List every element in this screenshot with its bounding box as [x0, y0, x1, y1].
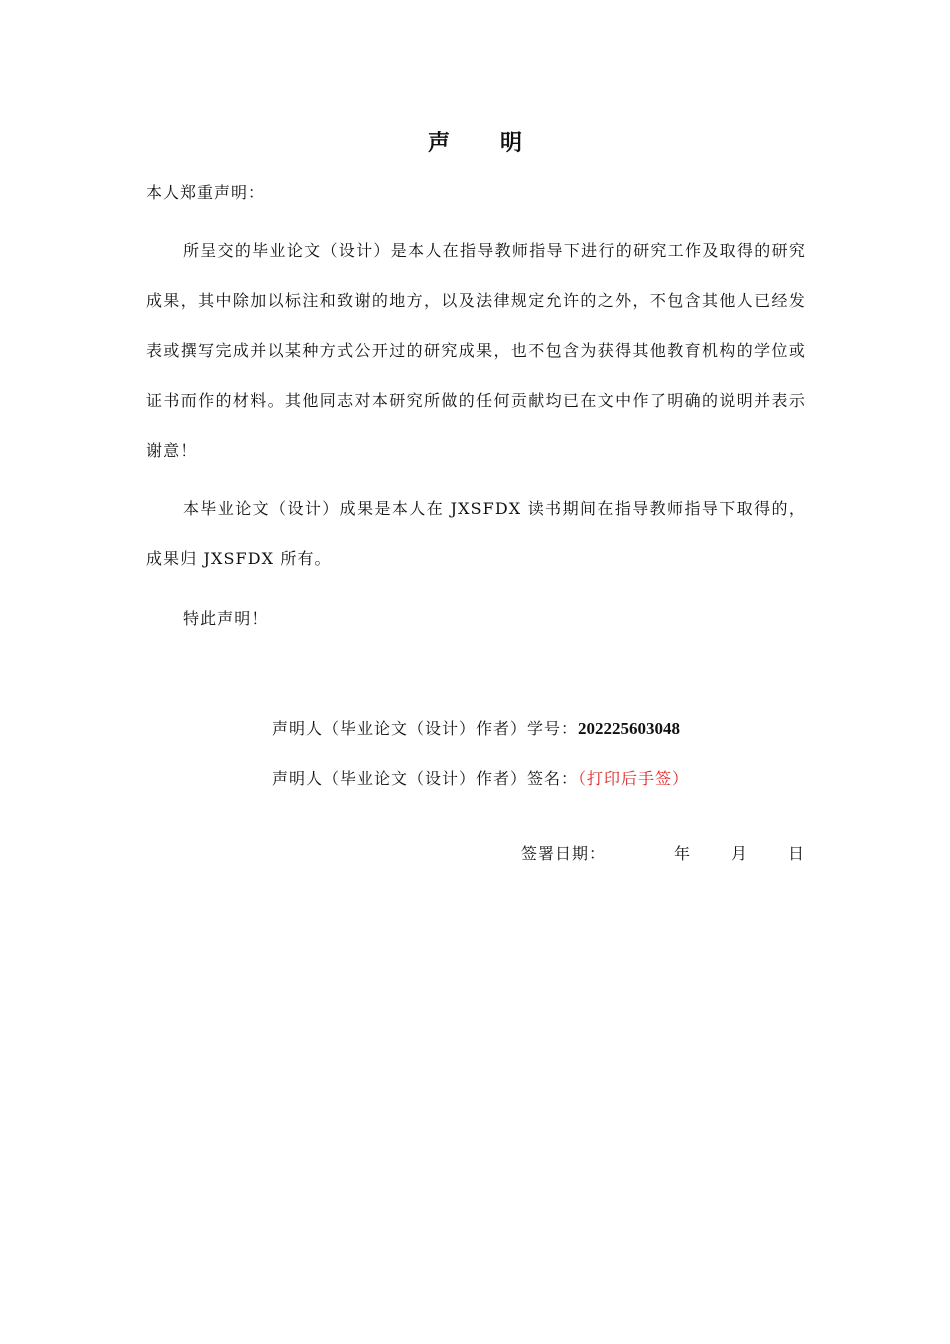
student-id-value: 202225603048 — [578, 719, 681, 738]
date-label: 签署日期： — [521, 844, 607, 863]
signing-date-line — [521, 841, 805, 864]
date-day: 日 — [788, 844, 806, 863]
date-year: 年 — [674, 844, 692, 863]
paragraph-closing: 特此声明！ — [183, 609, 269, 628]
paragraph-ownership: 本毕业论文（设计）成果是本人在 JXSFDX 读书期间在指导教师指导下取得的，成果归 JXSFDX 所有。 — [146, 499, 806, 568]
signature-line — [272, 766, 689, 789]
date-month: 月 — [731, 844, 749, 863]
paragraph-originality: 所呈交的毕业论文（设计）是本人在指导教师指导下进行的研究工作及取得的研究成果，其中除加以标注和致谢的地方，以及法律规定允许的之外，不包含其他人已经发表或撰写完成并以某种方式公开过的研究成果，也不包含为获得其他教育机构的学位或证书而作的材料。其他同志对本研究所做的任何贡献均已在文中作了明确的说明并表示谢意！ — [146, 241, 806, 460]
student-id-line — [272, 716, 680, 739]
intro-text: 本人郑重声明： — [146, 183, 266, 202]
page-title: 声明 — [427, 130, 572, 156]
signature-placeholder: （打印后手签） — [578, 769, 690, 788]
signature-label: 声明人（毕业论文（设计）作者）签名： — [272, 769, 579, 788]
student-id-label: 声明人（毕业论文（设计）作者）学号： — [272, 719, 579, 738]
